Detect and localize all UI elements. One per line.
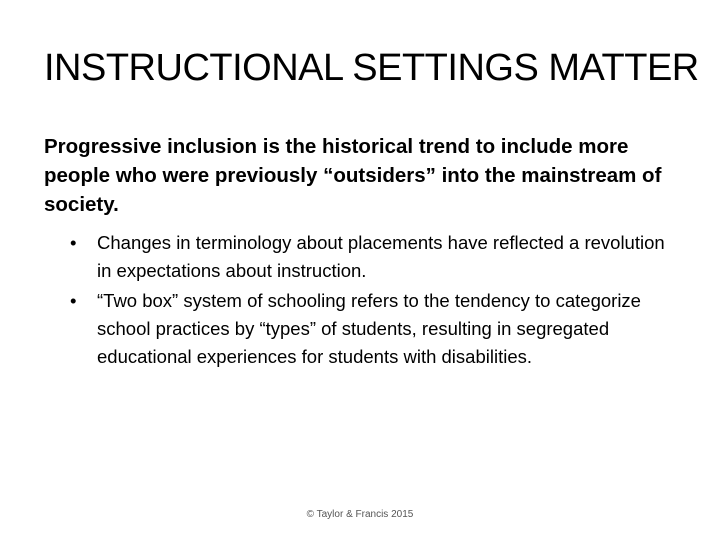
bullet-list bbox=[70, 229, 680, 373]
copyright-footer: © Taylor & Francis 2015 bbox=[306, 509, 414, 520]
lead-paragraph: Progressive inclusion is the historical trend to include more people who were previously “outsiders” into the mainstream of society. bbox=[44, 135, 662, 216]
bullet-text: Changes in terminology about placements have reflected a revolution in expectations about instruction. bbox=[97, 232, 665, 281]
slide-title: INSTRUCTIONAL SETTINGS MATTER bbox=[44, 47, 699, 89]
bullet-item bbox=[70, 229, 680, 285]
bullet-text: “Two box” system of schooling refers to the tendency to categorize school practices by “types” of students, resulting in segregated educational experiences for students with disabilities. bbox=[97, 290, 641, 367]
bullet-item bbox=[70, 287, 680, 371]
bullet-icon: • bbox=[70, 232, 77, 253]
bullet-icon: • bbox=[70, 290, 77, 311]
